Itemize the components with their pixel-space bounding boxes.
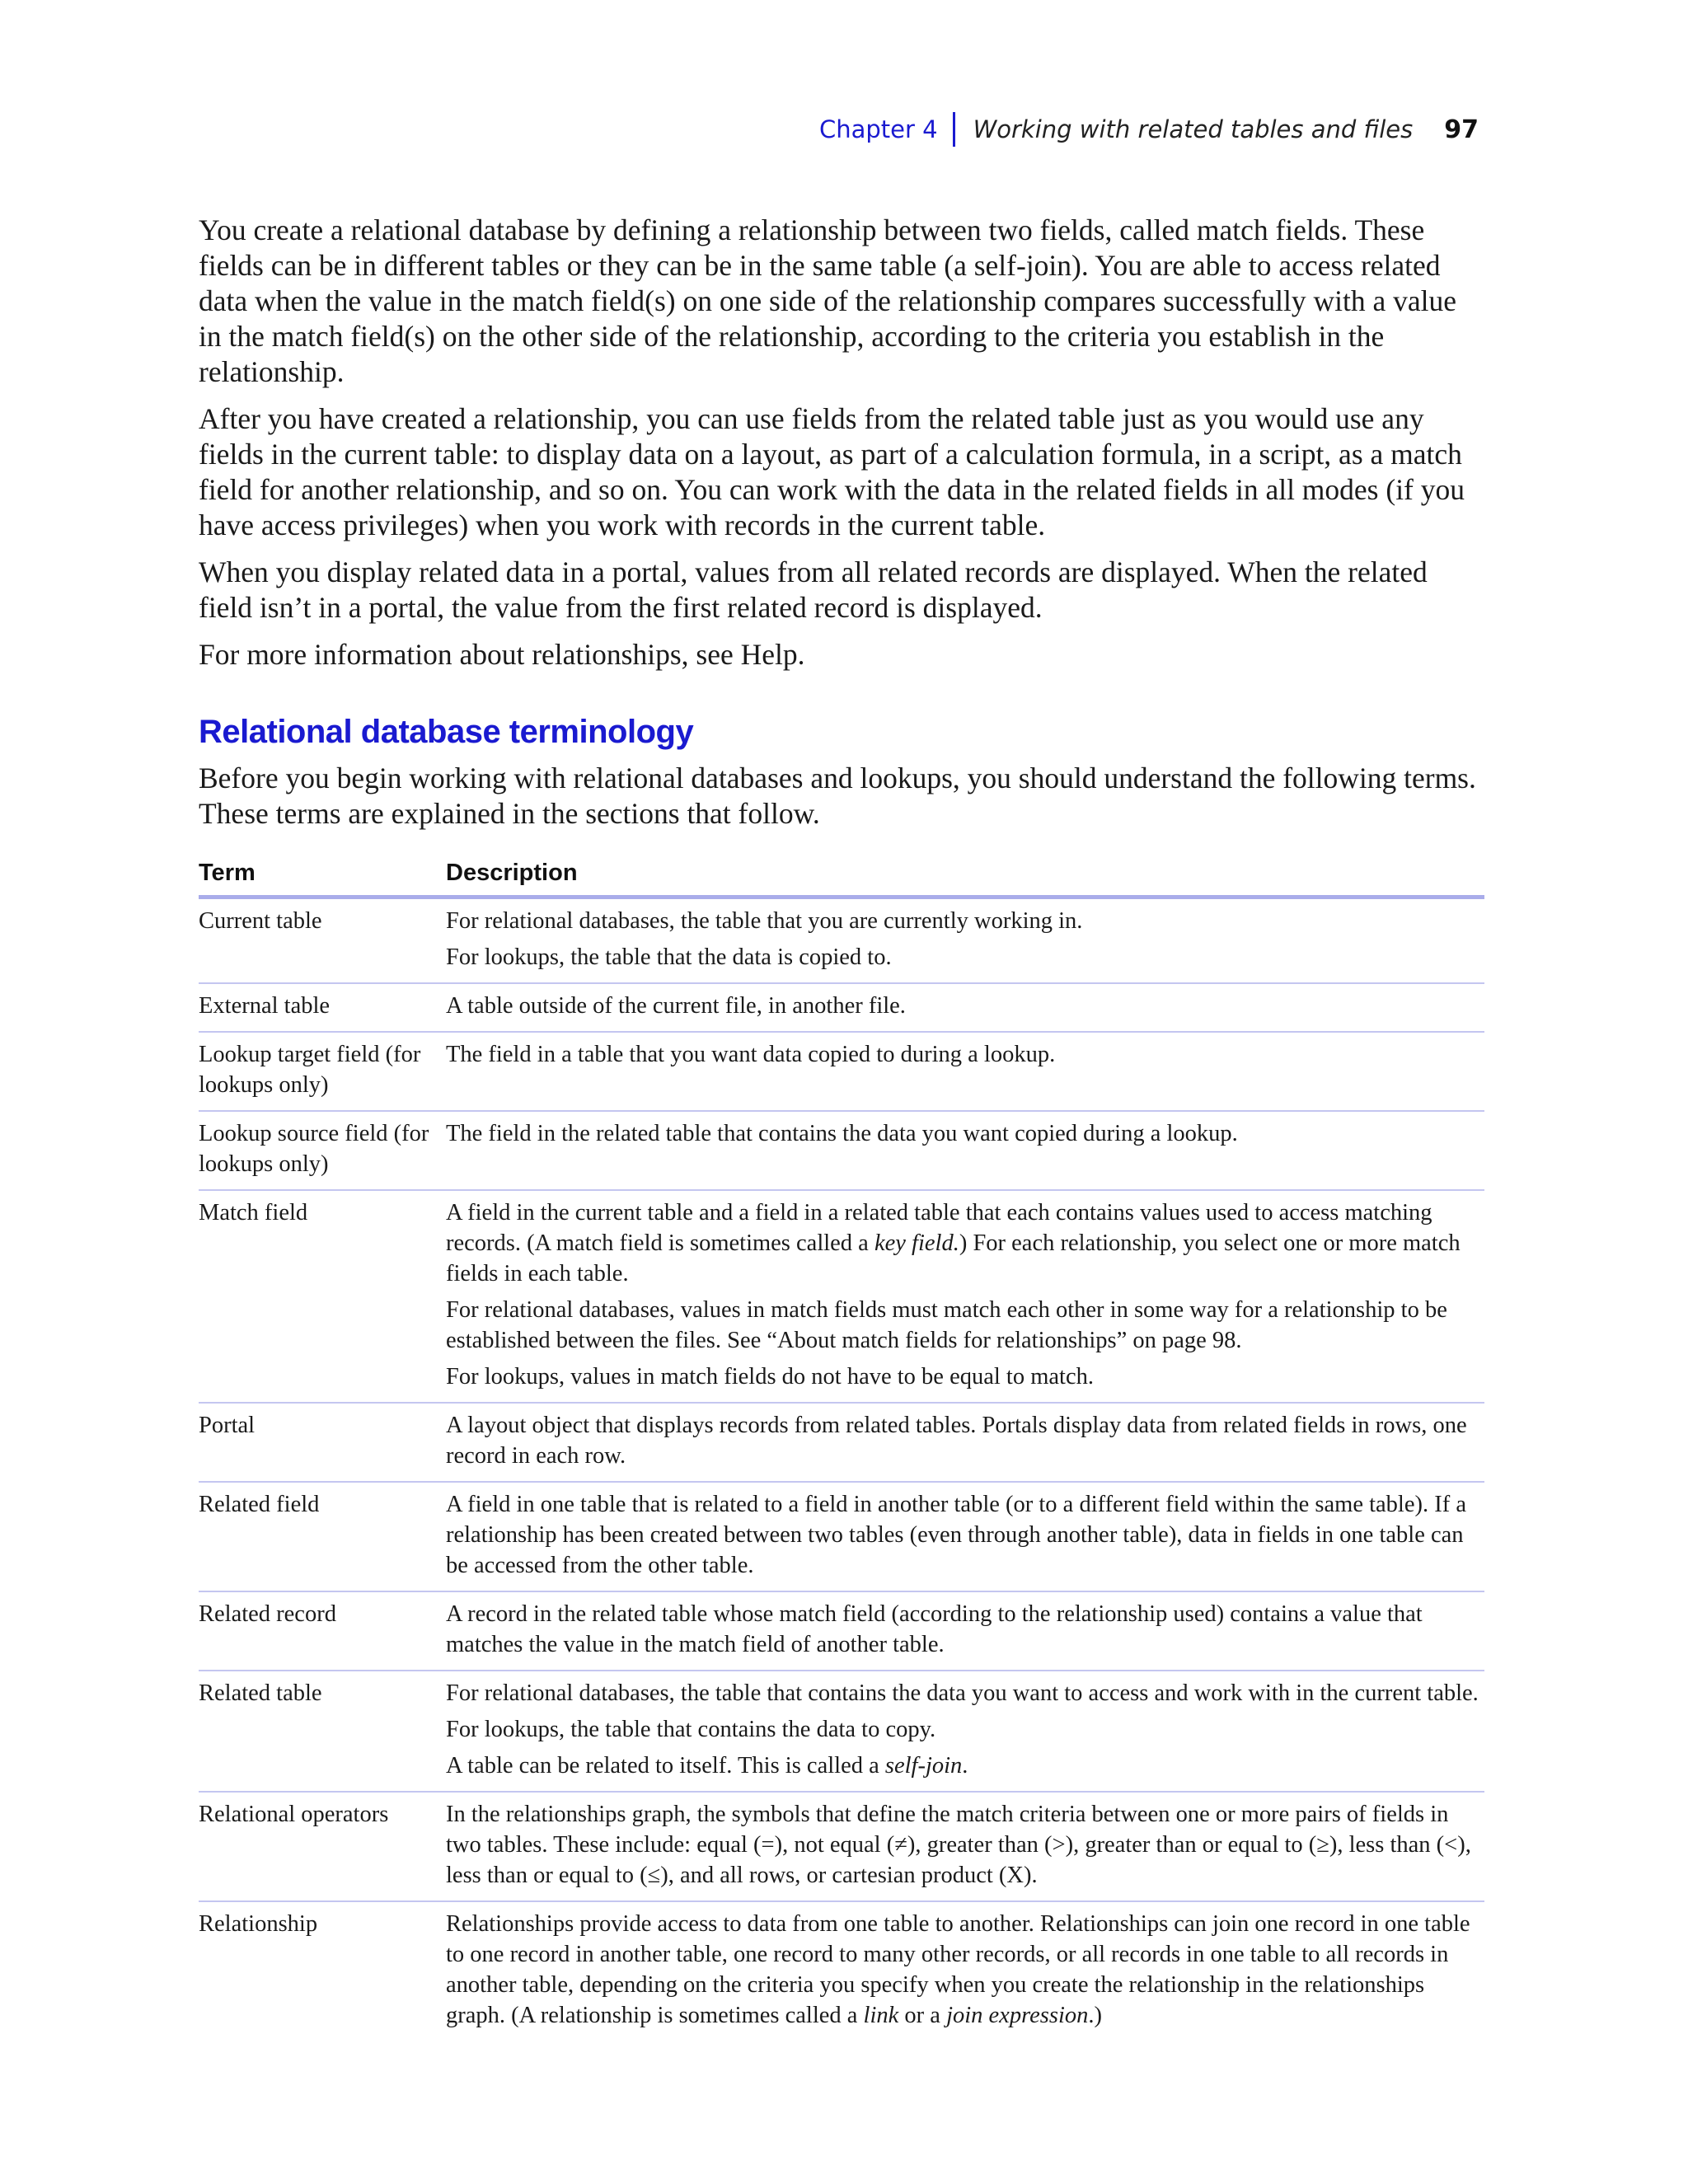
description-cell bbox=[446, 1032, 1484, 1111]
table-row bbox=[199, 1111, 1484, 1190]
term-cell: Match field bbox=[199, 1190, 446, 1403]
column-header-term: Term bbox=[199, 860, 446, 898]
description-text: .) bbox=[1088, 2003, 1102, 2028]
terminology-table bbox=[199, 860, 1484, 2041]
description-line: A record in the related table whose match field (according to the relationship used) contains a value that matches the value in the match field of another table. bbox=[446, 1601, 1423, 1657]
description-line: For lookups, values in match fields do not have to be equal to match. bbox=[446, 1364, 1094, 1390]
term-cell: Relational operators bbox=[199, 1792, 446, 1901]
term-cell: Related field bbox=[199, 1482, 446, 1591]
description-cell bbox=[446, 898, 1484, 984]
term-cell: Lookup target field (for lookups only) bbox=[199, 1032, 446, 1111]
description-text: . bbox=[962, 1753, 968, 1779]
body-paragraph-3: When you display related data in a portal, values from all related records are displayed. When the related field isn’t in a portal, the value from the first related record is displayed. bbox=[199, 555, 1428, 624]
description-text: Relationships provide access to data from one table to another. Relationships can join one record in one table to one record in another table, one record to many other records, or all records in one table to all records in another table, depending on the criteria you specify when you create the relationship in the relationships graph. (A relationship is sometimes called a bbox=[446, 1911, 1470, 2028]
description-line: The field in a table that you want data copied to during a lookup. bbox=[446, 1042, 1056, 1067]
description-line: In the relationships graph, the symbols that define the match criteria between one or more pairs of fields in two tables. These include: equal (=), not equal (≠), greater than (>), greater than or equal to (≥), less than (<), less than or equal to (≤), and all rows, or cartesian product (X). bbox=[446, 1802, 1471, 1888]
running-header bbox=[819, 112, 1479, 147]
description-line bbox=[446, 1909, 1484, 2031]
page-body bbox=[199, 213, 1484, 2041]
table-row bbox=[199, 983, 1484, 1032]
page-number: 97 bbox=[1444, 115, 1479, 144]
term-cell: Related record bbox=[199, 1591, 446, 1671]
table-header-row bbox=[199, 860, 1484, 898]
description-cell bbox=[446, 983, 1484, 1032]
body-paragraph-4: For more information about relationships, see Help. bbox=[199, 638, 805, 671]
column-header-description: Description bbox=[446, 860, 1484, 898]
description-cell bbox=[446, 1111, 1484, 1190]
description-line: For relational databases, the table that you are currently working in. bbox=[446, 908, 1083, 934]
table-row bbox=[199, 1901, 1484, 2041]
table-row bbox=[199, 1591, 1484, 1671]
description-text: or a bbox=[898, 2003, 947, 2028]
description-line bbox=[446, 1197, 1484, 1289]
table-row bbox=[199, 1032, 1484, 1111]
chapter-title: Working with related tables and files bbox=[973, 115, 1414, 143]
term-cell: External table bbox=[199, 983, 446, 1032]
term-cell: Relationship bbox=[199, 1911, 318, 1937]
description-cell bbox=[446, 1190, 1484, 1403]
description-line: A field in one table that is related to a field in another table (or to a different field within the same table). If a relationship has been created between two tables (even through another table), data in fields in one table can be accessed from the other table. bbox=[446, 1492, 1466, 1578]
description-line: The field in the related table that contains the data you want copied during a lookup. bbox=[446, 1121, 1238, 1146]
description-cell bbox=[446, 1671, 1484, 1792]
description-line: A layout object that displays records from related tables. Portals display data from related fields in rows, one record in each row. bbox=[446, 1413, 1467, 1469]
term-cell: Related table bbox=[199, 1671, 446, 1792]
description-line: For lookups, the table that contains the data to copy. bbox=[446, 1717, 936, 1742]
description-cell bbox=[446, 1403, 1484, 1482]
description-cell bbox=[446, 1792, 1484, 1901]
body-paragraph-1: You create a relational database by defining a relationship between two fields, called match fields. These fields can be in different tables or they can be in the same table (a self-join). You are able to access related data when the value in the match field(s) on one side of the relationship compares successfully with a value in the match field(s) on the other side of the relationship, according to the criteria you establish in the relationship. bbox=[199, 213, 1457, 388]
description-line: A table outside of the current file, in another file. bbox=[446, 993, 906, 1019]
table-row bbox=[199, 1671, 1484, 1792]
section-intro: Before you begin working with relational databases and lookups, you should understand the following terms. These terms are explained in the sections that follow. bbox=[199, 762, 1476, 830]
chapter-label: Chapter 4 bbox=[818, 115, 938, 143]
description-cell bbox=[446, 1901, 1484, 2041]
table-row bbox=[199, 898, 1484, 984]
table-row bbox=[199, 1482, 1484, 1591]
term-cell: Current table bbox=[199, 898, 446, 984]
description-cell bbox=[446, 1591, 1484, 1671]
body-paragraph-2: After you have created a relationship, you can use fields from the related table just as you would use any fields in the current table: to display data on a layout, as part of a calculation formula, in a script, as a match field for another relationship, and so on. You can work with the data in the related fields in all modes (if you have access privileges) when you work with records in the current table. bbox=[199, 402, 1465, 541]
table-row bbox=[199, 1403, 1484, 1482]
emphasis-text: self-join bbox=[884, 1753, 963, 1779]
description-line: For lookups, the table that the data is copied to. bbox=[446, 944, 892, 970]
description-line: For relational databases, values in match fields must match each other in some way for a relationship to be established between the files. See “About match fields for relationships” on page 98. bbox=[446, 1297, 1447, 1353]
emphasis-text: key field. bbox=[874, 1230, 959, 1256]
description-line bbox=[446, 1750, 1484, 1781]
term-cell: Portal bbox=[199, 1403, 446, 1482]
description-text: A field in the current table and a field in a related table that each contains values used to access matching records. (A match field is sometimes called a bbox=[446, 1200, 1432, 1256]
description-text: ) For each relationship, you select one or more match fields in each table. bbox=[446, 1230, 1461, 1286]
header-separator bbox=[953, 112, 955, 147]
table-row bbox=[199, 1190, 1484, 1403]
section-title: Relational database terminology bbox=[199, 714, 694, 750]
description-line: For relational databases, the table that contains the data you want to access and work with in the current table. bbox=[446, 1680, 1479, 1706]
table-row bbox=[199, 1792, 1484, 1901]
description-text: A table can be related to itself. This is called a bbox=[446, 1753, 879, 1779]
description-cell bbox=[446, 1482, 1484, 1591]
emphasis-text: link bbox=[863, 2003, 899, 2028]
emphasis-text: join expression bbox=[946, 2003, 1089, 2028]
term-cell: Lookup source field (for lookups only) bbox=[199, 1111, 446, 1190]
